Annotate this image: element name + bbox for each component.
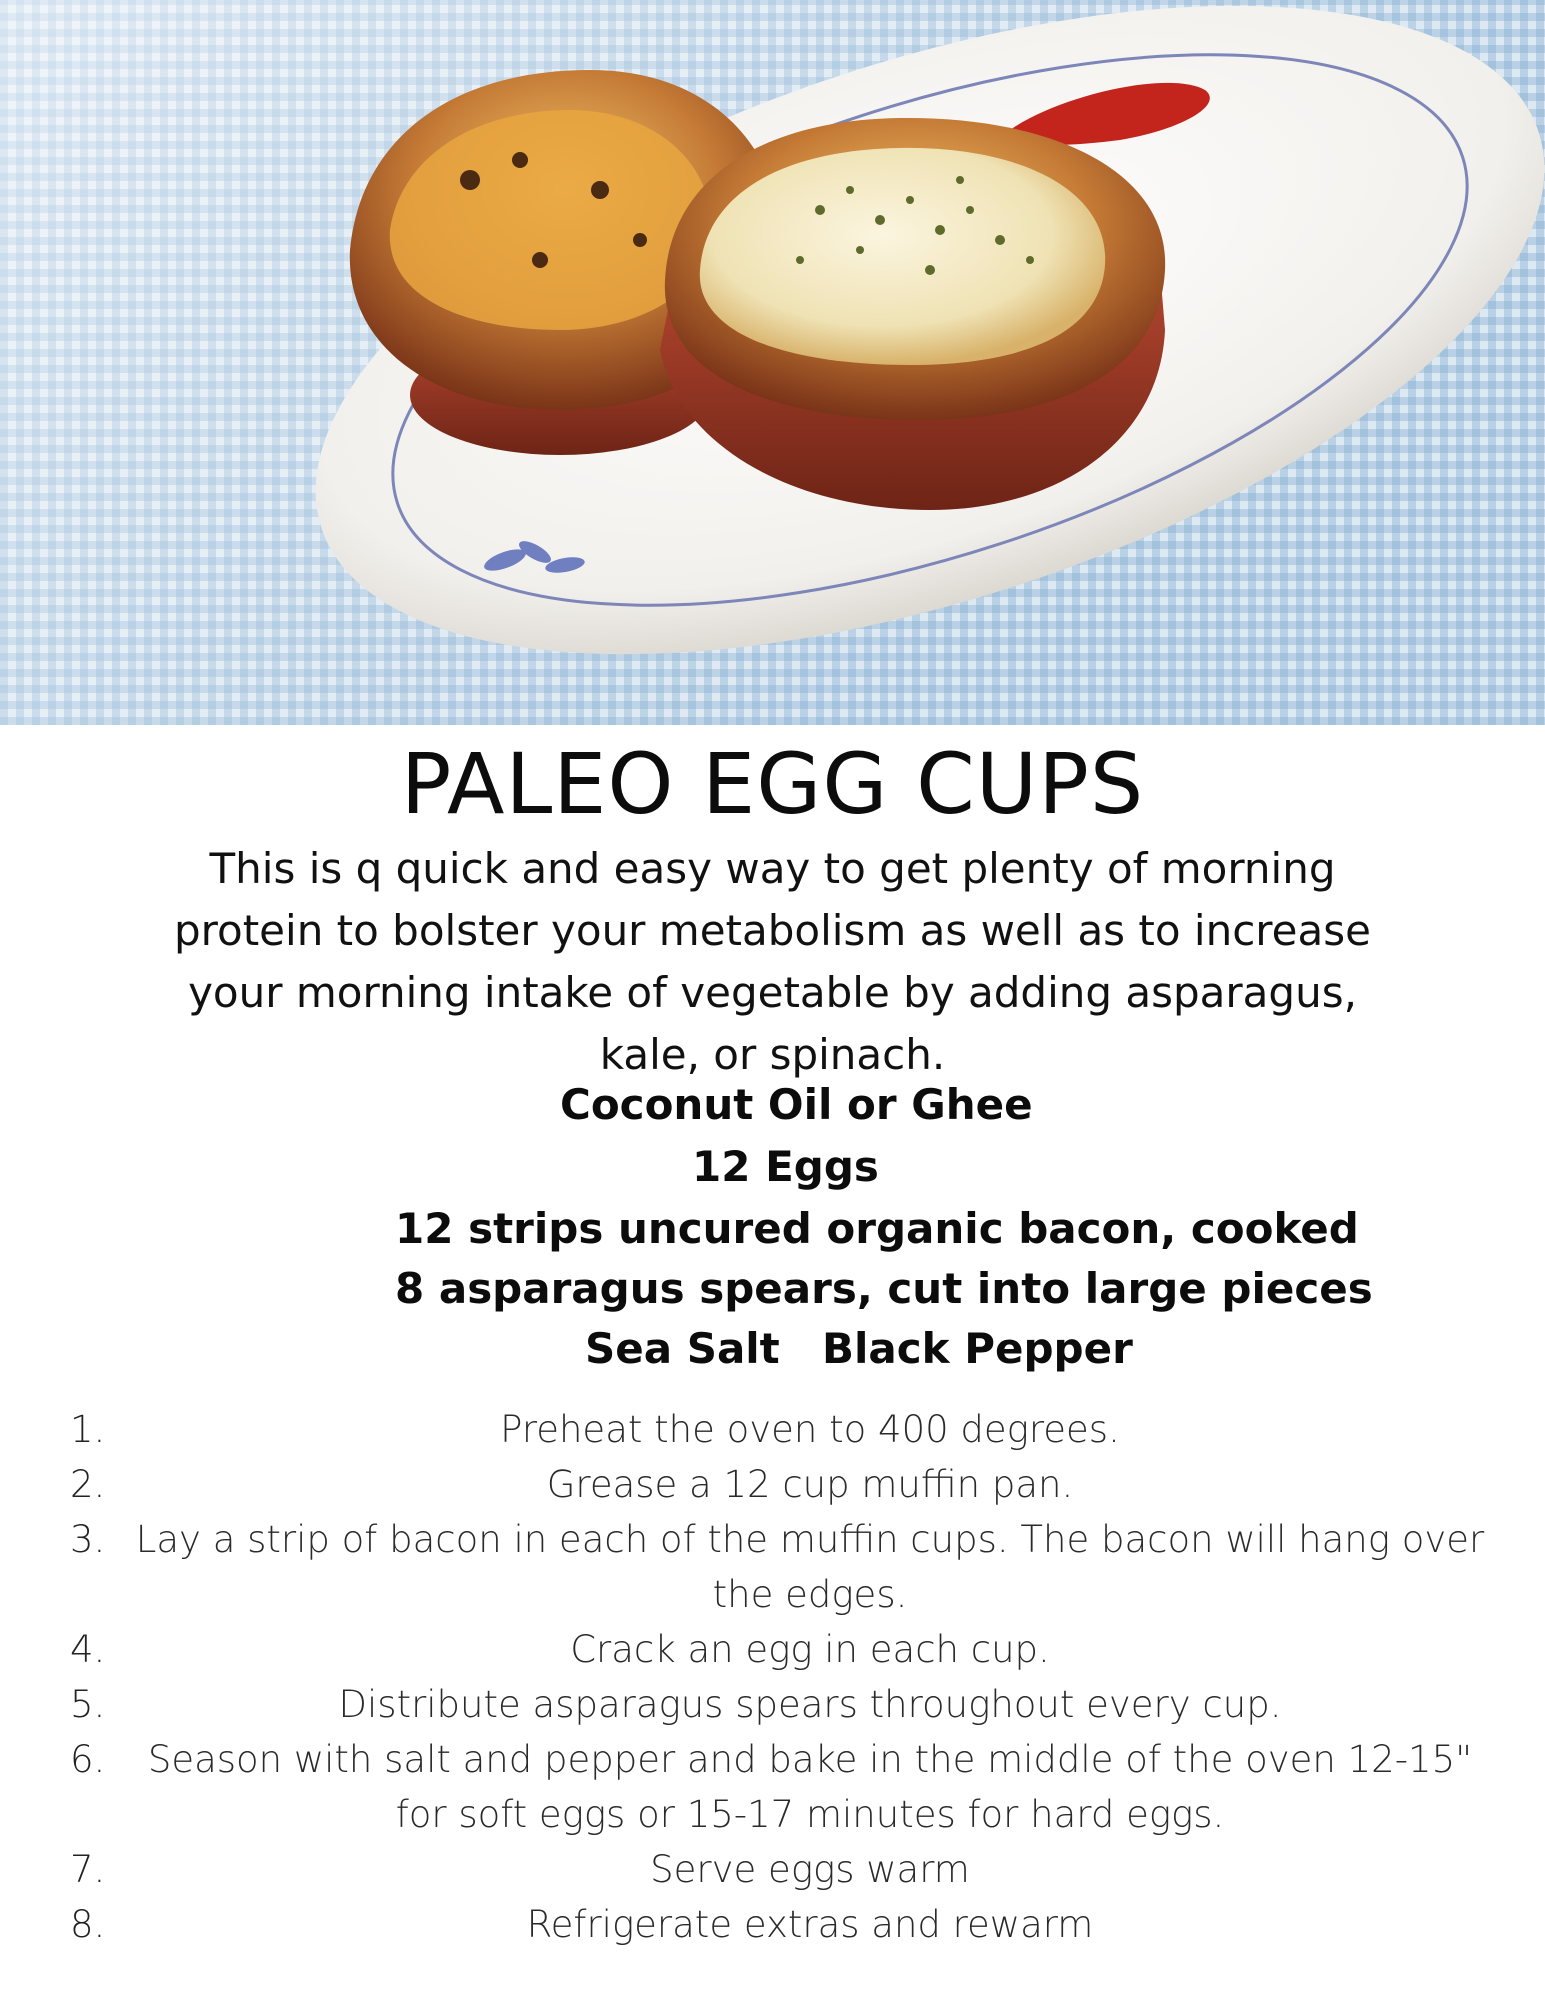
ingredient-eggs: 12 Eggs <box>692 1142 879 1191</box>
step-number: 7. <box>70 1848 106 1891</box>
step-number: 6. <box>70 1738 106 1781</box>
recipe-title: PALEO EGG CUPS <box>400 735 1145 833</box>
step-text: Lay a strip of bacon in each of the muffin cups. The bacon will hang over the edges. <box>135 1518 1485 1616</box>
step-text: Refrigerate extras and rewarm <box>526 1903 1094 1946</box>
step-text: Season with salt and pepper and bake in the middle of the oven 12-15" for soft eggs or 15-17 minutes for hard eggs. <box>147 1738 1473 1836</box>
ingredient-oil: Coconut Oil or Ghee <box>560 1080 1033 1129</box>
step-text: Preheat the oven to 400 degrees. <box>500 1408 1120 1451</box>
egg-cups-photo <box>0 0 1545 725</box>
egg-cups-on-plate-illustration <box>0 0 1545 725</box>
step-number: 5. <box>70 1683 106 1726</box>
recipe-intro: This is q quick and easy way to get plenty of morning protein to bolster your metabolism as well as to increase your morning intake of vegetable by adding asparagus, kale, or spinach. <box>174 844 1371 1079</box>
front-egg-cup <box>660 118 1165 510</box>
ingredient-salt: Sea Salt <box>585 1324 780 1373</box>
step-number: 8. <box>70 1903 106 1946</box>
step-number: 3. <box>70 1518 106 1561</box>
ingredient-pepper: Black Pepper <box>822 1324 1133 1373</box>
step-text: Serve eggs warm <box>650 1848 970 1891</box>
ingredient-bacon: 12 strips uncured organic bacon, cooked <box>395 1204 1359 1253</box>
step-number: 2. <box>70 1463 106 1506</box>
ingredient-asparagus: 8 asparagus spears, cut into large pieces <box>395 1264 1373 1313</box>
step-number: 1. <box>70 1408 106 1451</box>
step-text: Crack an egg in each cup. <box>570 1628 1050 1671</box>
step-text: Grease a 12 cup muffin pan. <box>546 1463 1074 1506</box>
step-text: Distribute asparagus spears throughout every cup. <box>338 1683 1282 1726</box>
step-number: 4. <box>70 1628 106 1671</box>
